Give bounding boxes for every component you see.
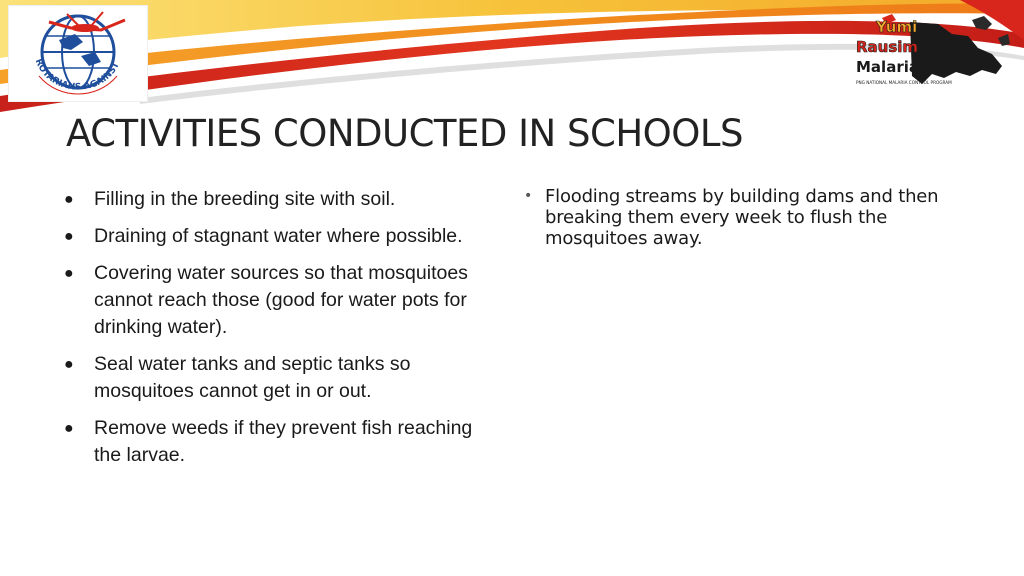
list-item	[64, 223, 504, 250]
logo-word-malaria: Malaria	[856, 58, 919, 76]
right-bullet-list	[524, 186, 964, 249]
list-item-text: Filling in the breeding site with soil.	[94, 188, 396, 210]
globe-mosquito-icon	[9, 6, 147, 101]
slide-title: ACTIVITIES CONDUCTED IN SCHOOLS	[66, 112, 743, 155]
bullet-dot-icon: ●	[64, 265, 74, 282]
logo-word-rausim: Rausim	[856, 38, 919, 56]
list-item	[64, 186, 504, 213]
logo-word-yumi: Yumi	[876, 18, 918, 36]
list-item-text: Seal water tanks and septic tanks so mosquitoes cannot get in or out.	[94, 353, 411, 402]
bullet-dot-icon: ●	[64, 356, 74, 373]
bullet-dot-icon: •	[524, 188, 533, 204]
list-item-text: Remove weeds if they prevent fish reaching the larvae.	[94, 417, 473, 466]
rotarians-against-malaria-logo	[8, 5, 148, 102]
logo-ring-text: ROTARIANS AGAINST	[32, 57, 122, 93]
yumi-rausim-malaria-logo	[852, 14, 1012, 100]
list-item	[64, 415, 504, 469]
list-item-text: Flooding streams by building dams and then breaking them every week to flush the mosquitoes away.	[545, 186, 939, 249]
left-bullet-list	[64, 186, 504, 479]
logo-tagline: PNG NATIONAL MALARIA CONTROL PROGRAM	[856, 80, 952, 85]
bullet-dot-icon: ●	[64, 191, 74, 208]
list-item	[64, 351, 504, 405]
list-item-text: Draining of stagnant water where possible.	[94, 225, 463, 247]
bullet-dot-icon: ●	[64, 228, 74, 245]
list-item-text: Covering water sources so that mosquitoes cannot reach those (good for water pots for drinking water).	[94, 262, 468, 338]
list-item	[524, 186, 964, 249]
bullet-dot-icon: ●	[64, 420, 74, 437]
png-map-icon	[910, 22, 1002, 84]
list-item	[64, 260, 504, 341]
